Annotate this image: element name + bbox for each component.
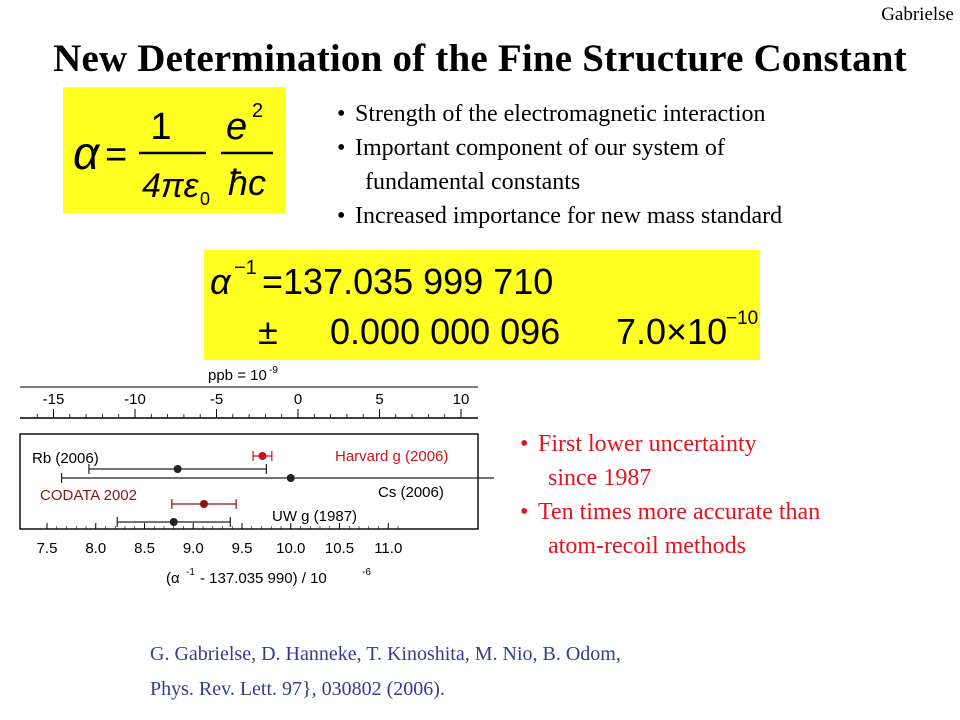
series-label: Harvard g (2006) [335,448,449,465]
value-alpha-exponent: −1 [234,257,257,279]
bullet-text: First lower uncertainty [538,431,757,457]
data-point [258,452,266,460]
formula-numerator-1: 1 [150,106,172,148]
bottom-axis-label-exponent-2: -6 [362,567,371,578]
top-axis-tick-label: 5 [375,391,384,408]
bullet-item [520,427,820,461]
formula-alpha: α [73,127,100,179]
value-alpha: α [210,261,231,302]
bullet-continuation [520,461,820,495]
bullet-text: Ten times more accurate than [538,499,821,525]
reference-authors: G. Gabrielse, D. Hanneke, T. Kinoshita, M. Nio, B. Odom, [150,643,621,665]
top-axis-tick-label: 10 [452,391,470,408]
bullet-text: Important component of our system of [355,135,725,161]
highlights-bullet-list [520,427,820,563]
top-axis-tick-label: 0 [293,391,303,408]
bottom-axis-tick-label: 7.5 [36,540,58,557]
top-axis-tick-label: -15 [42,391,65,408]
top-axis-label-exponent: -9 [269,365,278,376]
bullet-text: atom-recoil methods [548,533,746,559]
bullet-item [337,199,782,233]
bullet-item [337,97,782,131]
bullet-text: since 1987 [548,465,652,491]
bullet-text: fundamental constants [365,169,581,195]
alpha-comparison-chart [10,360,494,592]
series-label: Cs (2006) [378,484,444,501]
bottom-axis-tick-label: 11.0 [374,540,403,557]
bullet-dot-icon: • [337,203,346,229]
data-point [170,518,178,526]
series-label: Rb (2006) [32,450,99,467]
alpha-inverse-value: =137.035 999 710 [262,261,554,302]
chart-marks [32,391,494,557]
formula-numerator-2: e [226,106,248,148]
bullet-dot-icon: • [337,135,346,161]
alpha-definition-formula [63,87,286,213]
alpha-definition-box [63,87,286,213]
bottom-axis-tick-label: 9.5 [231,540,253,557]
bullet-dot-icon: • [520,431,529,457]
relative-uncertainty-exponent: −10 [726,308,759,329]
bottom-axis-tick-label: 8.5 [134,540,155,557]
bullet-text: Strength of the electromagnetic interaction [355,101,766,127]
slide-title: New Determination of the Fine Structure Constant [53,37,907,80]
alpha-value-box [204,250,760,360]
bottom-axis-label-open: (α [166,570,180,587]
top-axis-label: ppb = 10 [208,367,267,384]
bottom-axis-tick-label: 10.5 [324,540,355,557]
series-label: UW g (1987) [272,508,358,525]
bottom-axis-tick-label: 10.0 [276,540,306,557]
bottom-axis-label: - 137.035 990) / 10 [200,570,327,587]
properties-bullet-list [337,97,782,233]
formula-denominator-2: ħc [227,162,267,203]
alpha-value-formula [204,250,760,360]
bullet-text: Increased importance for new mass standard [355,203,783,229]
series-label: CODATA 2002 [40,487,137,504]
data-point [200,500,208,508]
plus-minus-sign: ± [258,311,278,352]
bullet-continuation [520,529,820,563]
bullet-dot-icon: • [520,499,529,525]
bottom-axis-label-exponent: -1 [186,567,195,578]
bullet-dot-icon: • [337,101,346,127]
formula-exponent-2: 2 [252,100,264,122]
bullet-item [337,131,782,165]
top-axis-tick-label: -5 [209,391,224,408]
bullet-item [520,495,820,529]
reference-citation: Phys. Rev. Lett. 97}, 030802 (2006). [150,678,445,700]
bottom-axis-tick-label: 9.0 [182,540,204,557]
data-point [174,465,182,473]
formula-epsilon-subscript: 0 [200,189,211,209]
relative-uncertainty: 7.0×10 [616,311,728,352]
formula-denominator-1: 4πε [142,167,199,205]
top-axis-tick-label: -10 [124,391,146,408]
absolute-uncertainty: 0.000 000 096 [330,311,561,352]
bullet-continuation [337,165,782,199]
data-point [287,474,295,482]
author-tag: Gabrielse [881,4,954,25]
bottom-axis-tick-label: 8.0 [85,540,107,557]
formula-equals: = [105,134,128,176]
